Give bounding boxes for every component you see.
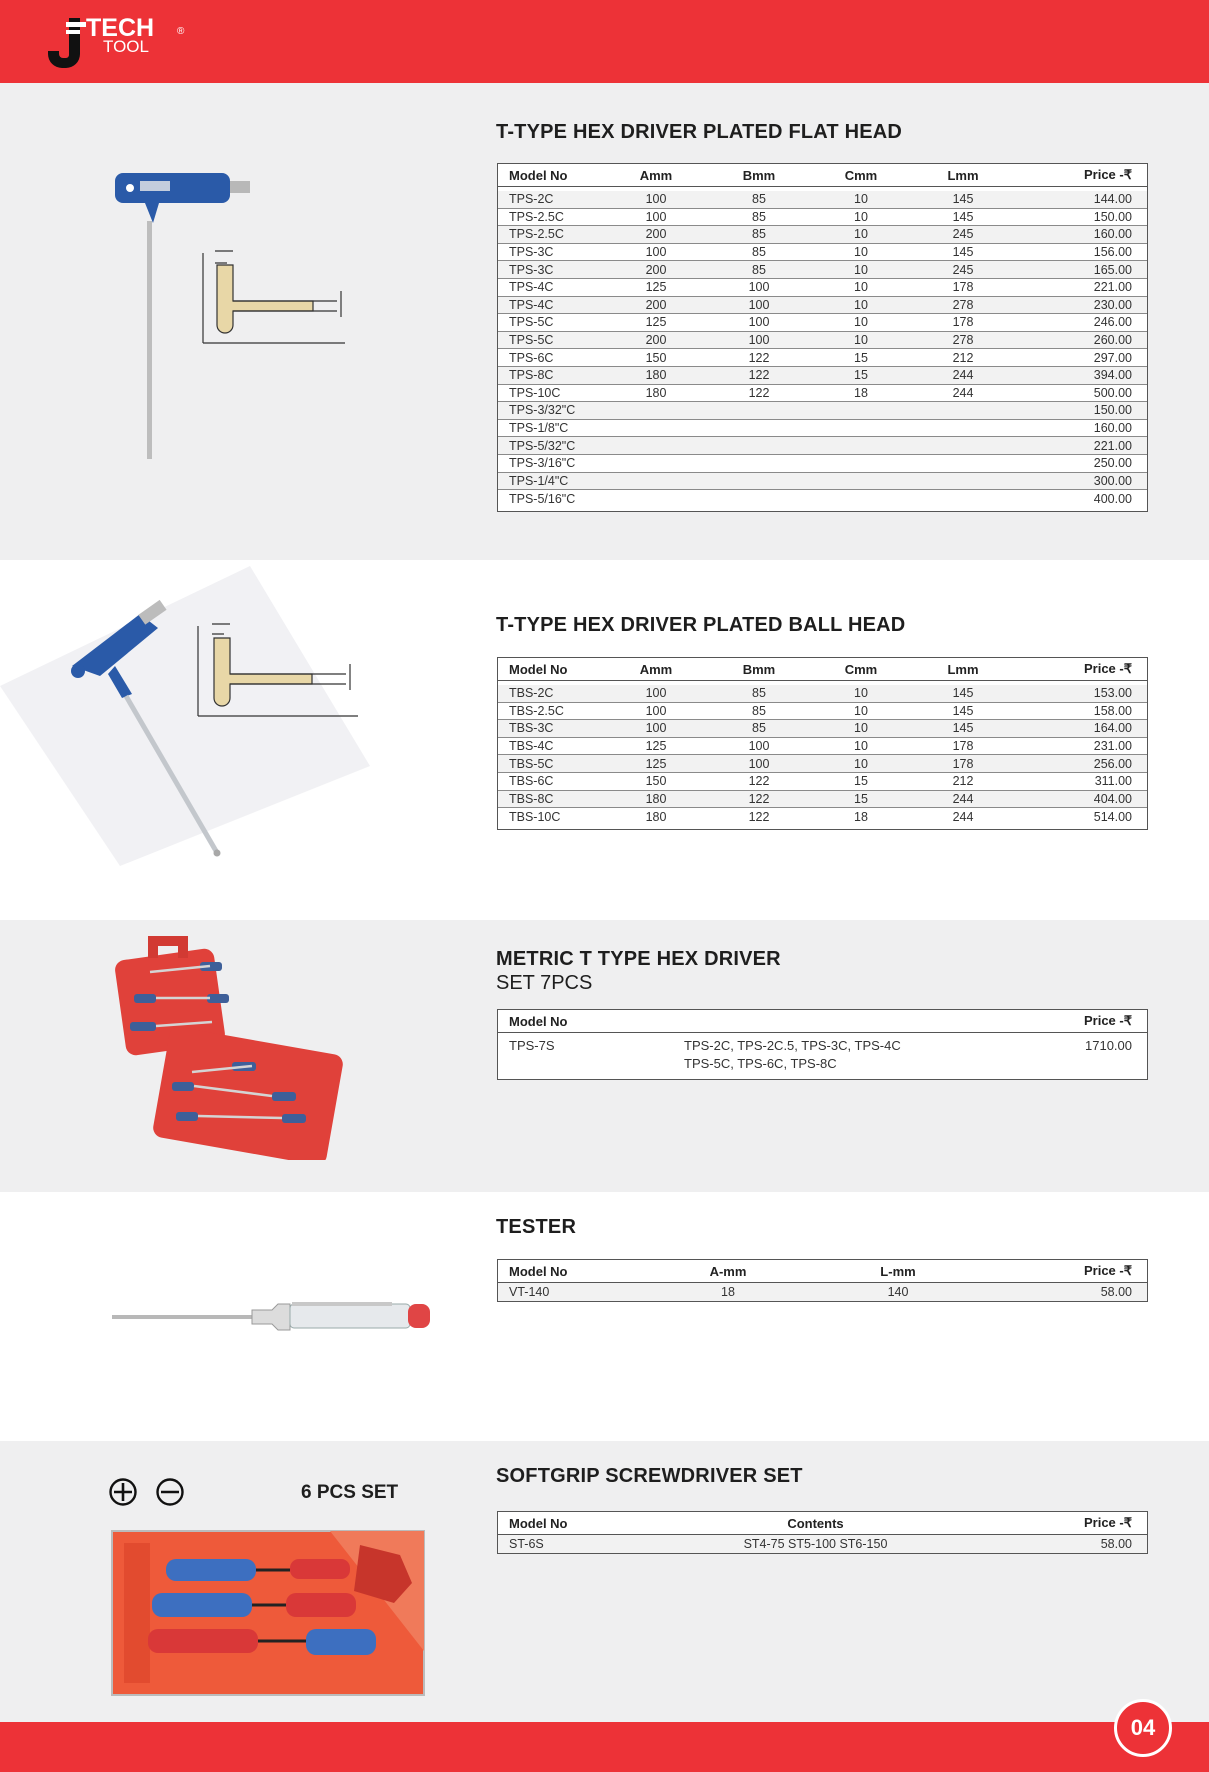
header-model: Model No — [509, 1013, 568, 1029]
table-cell: 100 — [645, 209, 667, 224]
table-cell: 10 — [854, 686, 868, 701]
table-cell: 15 — [854, 350, 868, 365]
table-cell: 10 — [854, 703, 868, 718]
table-row — [498, 455, 1147, 473]
table-cell: VT-140 — [509, 1284, 550, 1299]
contents-line-2: TPS-5C, TPS-6C, TPS-8C — [684, 1056, 837, 1071]
table-cell: 180 — [645, 385, 667, 400]
phillips-icon — [108, 1477, 138, 1507]
table-row — [498, 490, 1147, 508]
table-cell: 260.00 — [1093, 333, 1132, 348]
table-cell: TPS-3C — [509, 262, 554, 277]
table-cell: TBS-5C — [509, 756, 554, 771]
table-cell: 244 — [952, 809, 974, 824]
table-cell: 10 — [854, 297, 868, 312]
table-header — [498, 164, 1147, 187]
table-cell: 140 — [887, 1284, 909, 1299]
table-cell: 10 — [854, 756, 868, 771]
table-cell: 404.00 — [1093, 791, 1132, 806]
table-cell: 100 — [748, 280, 770, 295]
hex-driver-set-case-image — [112, 932, 344, 1160]
table-cell: 10 — [854, 721, 868, 736]
table-cell: 125 — [645, 739, 667, 754]
page-number: 04 — [1114, 1699, 1172, 1757]
table-row — [498, 385, 1147, 403]
table-cell: 100 — [645, 245, 667, 260]
table-cell: TPS-4C — [509, 297, 554, 312]
header-lmm: Lmm — [947, 167, 979, 183]
table-cell: 180 — [645, 809, 667, 824]
table-cell: 10 — [854, 280, 868, 295]
table-cell: 100 — [748, 333, 770, 348]
table-cell: TPS-3C — [509, 245, 554, 260]
table-row — [498, 720, 1147, 738]
table-row — [498, 279, 1147, 297]
table-cell: 18 — [721, 1284, 735, 1299]
table-cell: 122 — [748, 774, 770, 789]
table-cell: 144.00 — [1093, 192, 1132, 207]
table-cell: TPS-1/4"C — [509, 473, 569, 488]
table-cell: 122 — [748, 368, 770, 383]
table-body — [498, 681, 1147, 829]
table-cell: 145 — [952, 721, 974, 736]
table-cell: 122 — [748, 385, 770, 400]
table-cell: TPS-10C — [509, 385, 561, 400]
header-price: Price -₹ — [1083, 1013, 1132, 1028]
table-cell: TPS-4C — [509, 280, 554, 295]
table-cell: 300.00 — [1093, 473, 1132, 488]
table-body — [498, 1033, 1147, 1079]
table-row — [498, 261, 1147, 279]
table-header — [498, 1512, 1147, 1535]
table-cell: 85 — [752, 686, 766, 701]
table-row — [498, 1535, 1147, 1553]
table-row — [498, 349, 1147, 367]
header-price: Price -₹ — [1083, 167, 1132, 182]
table-cell: 85 — [752, 721, 766, 736]
softgrip-table — [497, 1511, 1148, 1554]
softgrip-section — [0, 1441, 1209, 1722]
table-cell: 153.00 — [1093, 686, 1132, 701]
metric-set-section — [0, 920, 1209, 1192]
section-title: T-TYPE HEX DRIVER PLATED BALL HEAD — [496, 614, 906, 636]
table-row — [498, 244, 1147, 262]
table-cell: TPS-2.5C — [509, 209, 564, 224]
table-header — [498, 658, 1147, 681]
table-cell: 122 — [748, 350, 770, 365]
table-cell: 165.00 — [1093, 262, 1132, 277]
header-lmm: Lmm — [947, 661, 979, 677]
table-cell: 150.00 — [1093, 403, 1132, 418]
table-row — [498, 791, 1147, 809]
table-cell: 10 — [854, 315, 868, 330]
table-cell: 178 — [952, 280, 974, 295]
table-body — [498, 1283, 1147, 1301]
ball-head-section — [0, 560, 1209, 920]
table-cell: 178 — [952, 315, 974, 330]
table-cell: 164.00 — [1093, 721, 1132, 736]
table-cell: TPS-6C — [509, 350, 554, 365]
table-cell: 100 — [645, 192, 667, 207]
table-cell: 394.00 — [1093, 368, 1132, 383]
ball-head-table — [497, 657, 1148, 830]
table-cell: 58.00 — [1100, 1536, 1132, 1551]
table-cell: 278 — [952, 333, 974, 348]
table-cell: 244 — [952, 791, 974, 806]
table-body — [498, 1535, 1147, 1553]
table-cell: 10 — [854, 262, 868, 277]
flat-head-section — [0, 83, 1209, 560]
model-cell: TPS-7S — [509, 1038, 555, 1053]
table-row — [498, 473, 1147, 491]
table-cell: TBS-2.5C — [509, 703, 564, 718]
table-cell: 10 — [854, 739, 868, 754]
section-title: SOFTGRIP SCREWDRIVER SET — [496, 1465, 803, 1487]
table-cell: 122 — [748, 809, 770, 824]
table-cell: 180 — [645, 791, 667, 806]
table-cell: 244 — [952, 368, 974, 383]
table-cell: TBS-6C — [509, 774, 554, 789]
header-model: Model No — [509, 167, 568, 183]
header-a-mm: A-mm — [709, 1263, 747, 1279]
header-bmm: Bmm — [742, 167, 776, 183]
voltage-tester-image — [112, 1292, 442, 1342]
table-cell: 100 — [748, 739, 770, 754]
header-amm: Amm — [639, 167, 673, 183]
table-row — [498, 738, 1147, 756]
metric-set-table — [497, 1009, 1148, 1080]
header-price: Price -₹ — [1083, 661, 1132, 676]
table-row — [498, 703, 1147, 721]
table-body — [498, 187, 1147, 511]
table-cell: 58.00 — [1100, 1284, 1132, 1299]
table-row — [498, 191, 1147, 209]
header-model: Model No — [509, 1263, 568, 1279]
table-cell: 18 — [854, 809, 868, 824]
table-row — [498, 437, 1147, 455]
table-cell: 221.00 — [1093, 280, 1132, 295]
header-model: Model No — [509, 661, 568, 677]
table-cell: 100 — [748, 756, 770, 771]
table-cell: 160.00 — [1093, 227, 1132, 242]
table-cell: TBS-10C — [509, 809, 561, 824]
table-cell: 297.00 — [1093, 350, 1132, 365]
table-cell: 246.00 — [1093, 315, 1132, 330]
table-cell: 145 — [952, 209, 974, 224]
header-cmm: Cmm — [844, 167, 878, 183]
price-cell: 1710.00 — [1085, 1038, 1132, 1053]
table-cell: 150 — [645, 350, 667, 365]
header-l-mm: L-mm — [880, 1263, 916, 1279]
table-cell: 311.00 — [1094, 774, 1132, 789]
table-cell: 100 — [748, 297, 770, 312]
table-cell: 125 — [645, 756, 667, 771]
screwdriver-set-box-image — [110, 1529, 426, 1697]
table-cell: 85 — [752, 245, 766, 260]
table-cell: 10 — [854, 245, 868, 260]
tester-section — [0, 1192, 1209, 1441]
ball-head-driver-image — [0, 566, 370, 866]
table-cell: 230.00 — [1093, 297, 1132, 312]
table-cell: 150.00 — [1093, 209, 1132, 224]
contents-line-1: TPS-2C, TPS-2C.5, TPS-3C, TPS-4C — [684, 1038, 901, 1053]
table-cell: TPS-2.5C — [509, 227, 564, 242]
table-row — [498, 808, 1147, 826]
table-cell: TPS-3/32"C — [509, 403, 576, 418]
table-cell: 85 — [752, 192, 766, 207]
section-title: T-TYPE HEX DRIVER PLATED FLAT HEAD — [496, 121, 903, 143]
table-cell: 125 — [645, 315, 667, 330]
set-label: 6 PCS SET — [301, 1482, 399, 1503]
table-row — [498, 367, 1147, 385]
header-model: Model No — [509, 1515, 568, 1531]
table-cell: 15 — [854, 791, 868, 806]
table-cell: 221.00 — [1093, 438, 1132, 453]
table-cell: TPS-5/32"C — [509, 438, 576, 453]
table-row — [498, 420, 1147, 438]
table-cell: TBS-3C — [509, 721, 554, 736]
table-cell: 212 — [952, 774, 974, 789]
table-cell: 200 — [645, 297, 667, 312]
table-cell: TPS-2C — [509, 192, 554, 207]
table-cell: TPS-5C — [509, 333, 554, 348]
header-amm: Amm — [639, 661, 673, 677]
logo-main-text: TECH — [86, 14, 155, 42]
table-cell: TPS-8C — [509, 368, 554, 383]
table-cell: 514.00 — [1093, 809, 1132, 824]
table-cell: 100 — [645, 686, 667, 701]
table-cell: 245 — [952, 262, 974, 277]
tester-table — [497, 1259, 1148, 1302]
table-header — [498, 1260, 1147, 1283]
table-cell: 160.00 — [1093, 421, 1132, 436]
table-row — [498, 1283, 1147, 1301]
table-cell: 278 — [952, 297, 974, 312]
table-cell: TPS-5C — [509, 315, 554, 330]
table-cell: TPS-3/16"C — [509, 456, 576, 471]
header-contents: Contents — [787, 1515, 844, 1531]
table-cell: 256.00 — [1093, 756, 1132, 771]
table-cell: 85 — [752, 262, 766, 277]
logo-sub-text: TOOL — [103, 37, 149, 56]
table-cell: ST-6S — [509, 1536, 544, 1551]
table-row — [498, 332, 1147, 350]
section-title: METRIC T TYPE HEX DRIVER — [496, 948, 781, 970]
table-cell: 200 — [645, 262, 667, 277]
table-cell: 244 — [952, 385, 974, 400]
table-row — [498, 402, 1147, 420]
table-cell: 145 — [952, 245, 974, 260]
table-cell: 231.00 — [1093, 739, 1132, 754]
svg-text:®: ® — [177, 26, 185, 37]
table-cell: 150 — [645, 774, 667, 789]
table-cell: 15 — [854, 774, 868, 789]
table-cell: TPS-1/8"C — [509, 421, 569, 436]
table-cell: 10 — [854, 209, 868, 224]
table-cell: 400.00 — [1093, 491, 1132, 506]
table-cell: 18 — [854, 385, 868, 400]
table-cell: 250.00 — [1093, 456, 1132, 471]
table-cell: 156.00 — [1093, 245, 1132, 260]
table-cell: 85 — [752, 209, 766, 224]
table-cell: 145 — [952, 686, 974, 701]
page-header — [0, 0, 1209, 83]
table-cell: TBS-2C — [509, 686, 554, 701]
table-row — [498, 314, 1147, 332]
table-row — [498, 685, 1147, 703]
table-cell: 200 — [645, 227, 667, 242]
table-cell: 100 — [645, 721, 667, 736]
table-cell: 122 — [748, 791, 770, 806]
table-cell: 100 — [748, 315, 770, 330]
t-hex-driver-image — [105, 173, 365, 463]
table-cell: 180 — [645, 368, 667, 383]
table-row — [498, 773, 1147, 791]
table-cell: ST4-75 ST5-100 ST6-150 — [743, 1536, 888, 1551]
table-cell: 200 — [645, 333, 667, 348]
table-cell: TBS-4C — [509, 739, 554, 754]
table-cell: 10 — [854, 227, 868, 242]
table-cell: TBS-8C — [509, 791, 554, 806]
table-cell: 145 — [952, 192, 974, 207]
table-cell: 178 — [952, 756, 974, 771]
section-title: TESTER — [496, 1216, 577, 1238]
section-subtitle: SET 7PCS — [496, 972, 593, 994]
table-cell: 100 — [645, 703, 667, 718]
header-price: Price -₹ — [1083, 1263, 1132, 1278]
table-cell: 145 — [952, 703, 974, 718]
flat-head-table — [497, 163, 1148, 512]
table-row — [498, 209, 1147, 227]
table-cell: 158.00 — [1093, 703, 1132, 718]
table-cell: 15 — [854, 368, 868, 383]
header-cmm: Cmm — [844, 661, 878, 677]
table-cell: 245 — [952, 227, 974, 242]
table-cell: 85 — [752, 703, 766, 718]
table-cell: 85 — [752, 227, 766, 242]
table-cell: 178 — [952, 739, 974, 754]
page-footer — [0, 1722, 1209, 1772]
jtech-logo — [36, 10, 196, 74]
table-row — [498, 226, 1147, 244]
table-header — [498, 1010, 1147, 1033]
table-row — [498, 755, 1147, 773]
table-row — [498, 297, 1147, 315]
table-cell: 125 — [645, 280, 667, 295]
slotted-icon — [155, 1477, 185, 1507]
table-cell: 10 — [854, 333, 868, 348]
table-cell: TPS-5/16"C — [509, 491, 576, 506]
table-cell: 212 — [952, 350, 974, 365]
header-price: Price -₹ — [1083, 1515, 1132, 1530]
header-bmm: Bmm — [742, 661, 776, 677]
table-cell: 500.00 — [1093, 385, 1132, 400]
table-cell: 10 — [854, 192, 868, 207]
